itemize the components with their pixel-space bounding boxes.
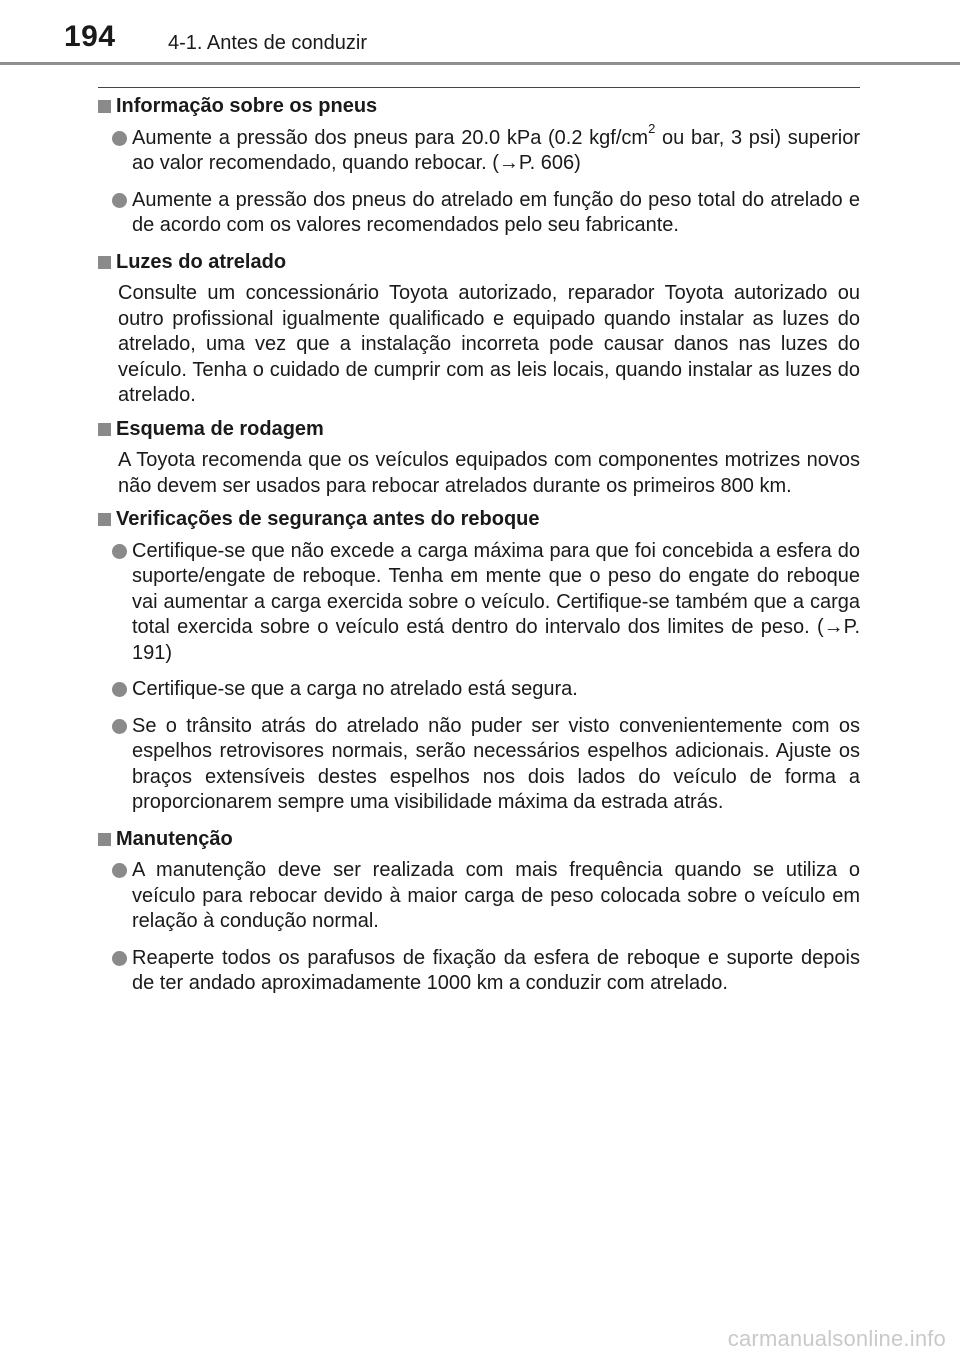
list-item-text: Se o trânsito atrás do atrelado não puder ser visto convenientemente com os espelhos retrovisores normais, serão necessários espelhos adicionais. Ajuste os braços extensíveis destes espelhos nos dois lados do veículo de forma a proporcionarem sempre uma visibilidade máxima da estrada atrás. bbox=[132, 714, 860, 813]
circle-bullet-icon bbox=[112, 544, 127, 559]
list-item-text-start: Aumente a pressão dos pneus para 20.0 kPa (0.2 kgf/cm bbox=[132, 126, 649, 149]
section-maintenance bbox=[98, 827, 860, 997]
watermark: carmanualsonline.info bbox=[727, 1326, 946, 1351]
page-number: 194 bbox=[64, 20, 116, 53]
list-item bbox=[98, 677, 860, 703]
section-title: Luzes do atrelado bbox=[116, 250, 287, 273]
list-item bbox=[98, 539, 860, 667]
list-item bbox=[98, 714, 860, 816]
section-title: Informação sobre os pneus bbox=[116, 95, 378, 117]
circle-bullet-icon bbox=[112, 193, 127, 208]
list-item bbox=[98, 120, 860, 177]
circle-bullet-icon bbox=[112, 719, 127, 734]
chapter-title: 4-1. Antes de conduzir bbox=[168, 32, 368, 54]
section-trailer-lights bbox=[98, 250, 860, 409]
section-safety-checks bbox=[98, 507, 860, 816]
square-bullet-icon bbox=[98, 833, 111, 846]
list-item-text-end: ou bar, 3 psi) superior ao valor recomendado, quando rebocar. (→P. 606) bbox=[132, 126, 860, 174]
list-item bbox=[98, 188, 860, 239]
square-bullet-icon bbox=[98, 100, 111, 113]
circle-bullet-icon bbox=[112, 131, 127, 146]
section-paragraph: A Toyota recomenda que os veículos equipados com componentes motrizes novos não devem ser usados para rebocar atrelados durante os primeiros 800 km. bbox=[118, 449, 860, 497]
list-item-text: Certifique-se que não excede a carga máxima para que foi concebida a esfera do suporte/engate de reboque. Tenha em mente que o peso do engate do reboque vai aumentar a carga exercida sobre o veículo. Certifique-se também que a carga total exercida sobre o veículo está dentro do intervalo dos limites de peso. (→P. 191) bbox=[132, 539, 860, 664]
section-heading bbox=[98, 250, 860, 276]
section-title: Esquema de rodagem bbox=[116, 417, 324, 440]
page-header bbox=[0, 0, 960, 64]
list-item-text: Certifique-se que a carga no atrelado está segura. bbox=[132, 678, 578, 700]
list-item-text: Reaperte todos os parafusos de fixação da esfera de reboque e suporte depois de ter andado aproximadamente 1000 km a conduzir com atrelado. bbox=[132, 946, 860, 994]
circle-bullet-icon bbox=[112, 863, 127, 878]
square-bullet-icon bbox=[98, 423, 111, 436]
list-item bbox=[98, 858, 860, 935]
section-heading bbox=[98, 827, 860, 853]
section-break-in bbox=[98, 417, 860, 500]
section-title: Verificações de segurança antes do reboque bbox=[116, 508, 540, 530]
list-item-text: Aumente a pressão dos pneus do atrelado em função do peso total do atrelado e de acordo com os valores recomendados pelo seu fabricante. bbox=[132, 188, 860, 236]
list-item bbox=[98, 946, 860, 997]
section-heading bbox=[98, 417, 860, 443]
header-divider bbox=[0, 62, 960, 65]
square-bullet-icon bbox=[98, 513, 111, 526]
section-heading bbox=[98, 507, 860, 533]
superscript: 2 bbox=[648, 120, 656, 136]
content-divider bbox=[98, 87, 860, 88]
circle-bullet-icon bbox=[112, 682, 127, 697]
list-item-text: A manutenção deve ser realizada com mais frequência quando se utiliza o veículo para rebocar devido à maior carga de peso colocada sobre o veículo em relação à condução normal. bbox=[132, 859, 860, 932]
section-title: Manutenção bbox=[116, 827, 233, 850]
page-content bbox=[98, 94, 860, 1008]
section-tire-info bbox=[98, 94, 860, 239]
square-bullet-icon bbox=[98, 256, 111, 269]
circle-bullet-icon bbox=[112, 951, 127, 966]
section-heading bbox=[98, 94, 860, 120]
section-paragraph: Consulte um concessionário Toyota autorizado, reparador Toyota autorizado ou outro profissional igualmente qualificado e equipado quando instalar as luzes do atrelado, uma vez que a instalação incorreta pode causar danos nas luzes do veículo. Tenha o cuidado de cumprir com as leis locais, quando instalar as luzes do atrelado. bbox=[118, 282, 860, 406]
